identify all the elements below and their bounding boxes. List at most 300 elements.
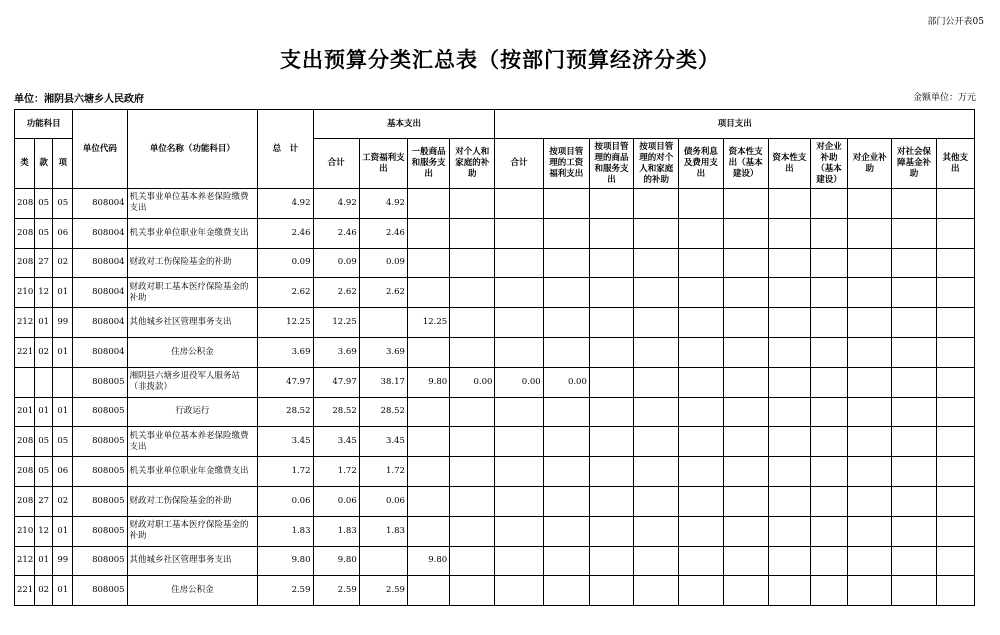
project-wage-cell bbox=[543, 516, 589, 546]
project-other-cell bbox=[936, 248, 974, 278]
header-basic-wage: 工资福利支出 bbox=[359, 139, 407, 189]
basic-goods-cell bbox=[407, 576, 449, 606]
table-row bbox=[15, 337, 975, 367]
basic-personal-cell bbox=[450, 427, 495, 457]
unit-code-cell: 808004 bbox=[73, 308, 127, 338]
header-unit-name: 单位名称（功能科目） bbox=[127, 110, 258, 189]
xiang-cell: 06 bbox=[53, 457, 73, 487]
basic-total-cell: 12.25 bbox=[313, 308, 359, 338]
basic-goods-cell bbox=[407, 189, 449, 219]
project-enterprise-basic-cell bbox=[810, 516, 847, 546]
corner-label: 部门公开表05 bbox=[927, 17, 984, 27]
project-social-cell bbox=[892, 397, 936, 427]
kuan-cell bbox=[35, 367, 53, 397]
basic-personal-cell bbox=[450, 397, 495, 427]
project-capital-basic-cell bbox=[723, 457, 768, 487]
project-enterprise-basic-cell bbox=[810, 576, 847, 606]
project-other-cell bbox=[936, 516, 974, 546]
kuan-cell: 27 bbox=[35, 248, 53, 278]
project-total-cell bbox=[495, 546, 543, 576]
xiang-cell: 05 bbox=[53, 427, 73, 457]
project-enterprise-cell bbox=[848, 427, 892, 457]
lei-cell: 221 bbox=[15, 576, 35, 606]
project-wage-cell bbox=[543, 248, 589, 278]
basic-goods-cell bbox=[407, 278, 449, 308]
project-goods-cell bbox=[589, 457, 633, 487]
project-personal-cell bbox=[634, 278, 679, 308]
project-enterprise-cell bbox=[848, 486, 892, 516]
header-project-capital: 资本性支出 bbox=[768, 139, 810, 189]
header-project-other: 其他支出 bbox=[936, 139, 974, 189]
header-xiang: 项 bbox=[53, 139, 73, 189]
project-enterprise-basic-cell bbox=[810, 308, 847, 338]
project-total-cell bbox=[495, 278, 543, 308]
table-row bbox=[15, 218, 975, 248]
project-debt-cell bbox=[679, 278, 723, 308]
project-debt-cell bbox=[679, 516, 723, 546]
project-enterprise-cell bbox=[848, 337, 892, 367]
basic-total-cell: 3.69 bbox=[313, 337, 359, 367]
project-other-cell bbox=[936, 486, 974, 516]
project-other-cell bbox=[936, 278, 974, 308]
table-row bbox=[15, 457, 975, 487]
project-personal-cell bbox=[634, 248, 679, 278]
project-capital-basic-cell bbox=[723, 189, 768, 219]
table-row bbox=[15, 546, 975, 576]
basic-wage-cell: 4.92 bbox=[359, 189, 407, 219]
project-goods-cell bbox=[589, 278, 633, 308]
project-enterprise-basic-cell bbox=[810, 248, 847, 278]
project-debt-cell bbox=[679, 486, 723, 516]
basic-goods-cell bbox=[407, 427, 449, 457]
project-debt-cell bbox=[679, 427, 723, 457]
basic-total-cell: 2.62 bbox=[313, 278, 359, 308]
project-personal-cell bbox=[634, 218, 679, 248]
project-personal-cell bbox=[634, 427, 679, 457]
total-cell: 1.72 bbox=[258, 457, 313, 487]
kuan-cell: 02 bbox=[35, 337, 53, 367]
project-goods-cell bbox=[589, 189, 633, 219]
basic-wage-cell: 1.83 bbox=[359, 516, 407, 546]
unit-name-cell: 财政对工伤保险基金的补助 bbox=[127, 248, 258, 278]
kuan-cell: 05 bbox=[35, 457, 53, 487]
xiang-cell: 01 bbox=[53, 337, 73, 367]
project-capital-cell bbox=[768, 189, 810, 219]
basic-total-cell: 1.72 bbox=[313, 457, 359, 487]
project-total-cell bbox=[495, 486, 543, 516]
project-total-cell bbox=[495, 427, 543, 457]
xiang-cell: 05 bbox=[53, 189, 73, 219]
xiang-cell: 99 bbox=[53, 546, 73, 576]
kuan-cell: 05 bbox=[35, 427, 53, 457]
basic-personal-cell bbox=[450, 337, 495, 367]
project-social-cell bbox=[892, 486, 936, 516]
project-social-cell bbox=[892, 427, 936, 457]
project-other-cell bbox=[936, 457, 974, 487]
header-project-social: 对社会保障基金补助 bbox=[892, 139, 936, 189]
project-enterprise-basic-cell bbox=[810, 457, 847, 487]
project-other-cell bbox=[936, 397, 974, 427]
project-enterprise-cell bbox=[848, 457, 892, 487]
project-debt-cell bbox=[679, 397, 723, 427]
project-social-cell bbox=[892, 516, 936, 546]
lei-cell: 210 bbox=[15, 516, 35, 546]
project-capital-cell bbox=[768, 397, 810, 427]
table-row bbox=[15, 486, 975, 516]
project-enterprise-cell bbox=[848, 189, 892, 219]
project-social-cell bbox=[892, 546, 936, 576]
basic-wage-cell bbox=[359, 308, 407, 338]
basic-wage-cell bbox=[359, 546, 407, 576]
project-debt-cell bbox=[679, 367, 723, 397]
project-wage-cell bbox=[543, 278, 589, 308]
header-basic-total: 合计 bbox=[313, 139, 359, 189]
project-debt-cell bbox=[679, 457, 723, 487]
unit-name-cell: 住房公积金 bbox=[127, 337, 258, 367]
project-capital-basic-cell bbox=[723, 397, 768, 427]
project-enterprise-cell bbox=[848, 367, 892, 397]
basic-wage-cell: 2.46 bbox=[359, 218, 407, 248]
budget-table bbox=[14, 109, 975, 606]
basic-total-cell: 1.83 bbox=[313, 516, 359, 546]
basic-total-cell: 2.59 bbox=[313, 576, 359, 606]
total-cell: 0.06 bbox=[258, 486, 313, 516]
xiang-cell: 02 bbox=[53, 486, 73, 516]
total-cell: 28.52 bbox=[258, 397, 313, 427]
basic-wage-cell: 0.06 bbox=[359, 486, 407, 516]
project-total-cell bbox=[495, 516, 543, 546]
project-personal-cell bbox=[634, 457, 679, 487]
project-enterprise-basic-cell bbox=[810, 337, 847, 367]
xiang-cell: 99 bbox=[53, 308, 73, 338]
project-other-cell bbox=[936, 427, 974, 457]
project-capital-basic-cell bbox=[723, 308, 768, 338]
header-lei: 类 bbox=[15, 139, 35, 189]
project-capital-basic-cell bbox=[723, 546, 768, 576]
unit-label: 单位：湘阴县六塘乡人民政府 bbox=[14, 94, 144, 105]
kuan-cell: 12 bbox=[35, 516, 53, 546]
xiang-cell: 01 bbox=[53, 278, 73, 308]
project-wage-cell bbox=[543, 457, 589, 487]
table-body bbox=[15, 189, 975, 606]
unit-code-cell: 808005 bbox=[73, 457, 127, 487]
total-cell: 9.80 bbox=[258, 546, 313, 576]
project-capital-cell bbox=[768, 248, 810, 278]
project-wage-cell bbox=[543, 546, 589, 576]
basic-wage-cell: 28.52 bbox=[359, 397, 407, 427]
basic-goods-cell bbox=[407, 218, 449, 248]
total-cell: 0.09 bbox=[258, 248, 313, 278]
xiang-cell: 01 bbox=[53, 516, 73, 546]
project-capital-cell bbox=[768, 457, 810, 487]
project-goods-cell bbox=[589, 486, 633, 516]
project-social-cell bbox=[892, 278, 936, 308]
lei-cell: 208 bbox=[15, 427, 35, 457]
total-cell: 1.83 bbox=[258, 516, 313, 546]
project-capital-basic-cell bbox=[723, 427, 768, 457]
project-debt-cell bbox=[679, 546, 723, 576]
project-enterprise-basic-cell bbox=[810, 427, 847, 457]
basic-total-cell: 0.09 bbox=[313, 248, 359, 278]
lei-cell: 208 bbox=[15, 248, 35, 278]
xiang-cell: 06 bbox=[53, 218, 73, 248]
basic-goods-cell bbox=[407, 397, 449, 427]
project-goods-cell bbox=[589, 218, 633, 248]
basic-personal-cell bbox=[450, 457, 495, 487]
lei-cell: 212 bbox=[15, 308, 35, 338]
unit-code-cell: 808005 bbox=[73, 516, 127, 546]
header-project-debt: 债务利息及费用支出 bbox=[679, 139, 723, 189]
project-goods-cell bbox=[589, 516, 633, 546]
project-debt-cell bbox=[679, 189, 723, 219]
project-personal-cell bbox=[634, 367, 679, 397]
project-enterprise-cell bbox=[848, 397, 892, 427]
project-enterprise-basic-cell bbox=[810, 397, 847, 427]
project-capital-basic-cell bbox=[723, 248, 768, 278]
project-capital-basic-cell bbox=[723, 486, 768, 516]
kuan-cell: 27 bbox=[35, 486, 53, 516]
project-social-cell bbox=[892, 576, 936, 606]
header-basic: 基本支出 bbox=[313, 110, 495, 139]
basic-wage-cell: 38.17 bbox=[359, 367, 407, 397]
project-total-cell bbox=[495, 397, 543, 427]
header-project-enterprise: 对企业补助 bbox=[848, 139, 892, 189]
project-personal-cell bbox=[634, 189, 679, 219]
table-row bbox=[15, 278, 975, 308]
basic-wage-cell: 2.62 bbox=[359, 278, 407, 308]
unit-name-cell: 财政对职工基本医疗保险基金的补助 bbox=[127, 516, 258, 546]
basic-wage-cell: 1.72 bbox=[359, 457, 407, 487]
project-personal-cell bbox=[634, 397, 679, 427]
project-goods-cell bbox=[589, 397, 633, 427]
table-row bbox=[15, 248, 975, 278]
basic-personal-cell bbox=[450, 278, 495, 308]
project-other-cell bbox=[936, 189, 974, 219]
unit-code-cell: 808004 bbox=[73, 248, 127, 278]
basic-total-cell: 0.06 bbox=[313, 486, 359, 516]
basic-personal-cell bbox=[450, 218, 495, 248]
project-debt-cell bbox=[679, 337, 723, 367]
total-cell: 2.59 bbox=[258, 576, 313, 606]
project-capital-cell bbox=[768, 278, 810, 308]
project-capital-cell bbox=[768, 218, 810, 248]
project-total-cell bbox=[495, 457, 543, 487]
total-cell: 12.25 bbox=[258, 308, 313, 338]
header-project-capital-basic: 资本性支出（基本建设） bbox=[723, 139, 768, 189]
unit-code-cell: 808005 bbox=[73, 546, 127, 576]
table-row bbox=[15, 516, 975, 546]
project-social-cell bbox=[892, 308, 936, 338]
lei-cell bbox=[15, 367, 35, 397]
header-project: 项目支出 bbox=[495, 110, 975, 139]
project-enterprise-cell bbox=[848, 546, 892, 576]
basic-personal-cell bbox=[450, 546, 495, 576]
project-total-cell bbox=[495, 576, 543, 606]
basic-total-cell: 3.45 bbox=[313, 427, 359, 457]
header-unit-code: 单位代码 bbox=[73, 110, 127, 189]
project-wage-cell bbox=[543, 337, 589, 367]
total-cell: 3.45 bbox=[258, 427, 313, 457]
project-social-cell bbox=[892, 457, 936, 487]
project-debt-cell bbox=[679, 218, 723, 248]
project-personal-cell bbox=[634, 546, 679, 576]
page-title: 支出预算分类汇总表（按部门预算经济分类） bbox=[280, 47, 720, 72]
project-wage-cell bbox=[543, 486, 589, 516]
project-wage-cell bbox=[543, 218, 589, 248]
unit-name-cell: 机关事业单位职业年金缴费支出 bbox=[127, 457, 258, 487]
unit-code-cell: 808004 bbox=[73, 337, 127, 367]
project-social-cell bbox=[892, 218, 936, 248]
basic-total-cell: 9.80 bbox=[313, 546, 359, 576]
basic-personal-cell bbox=[450, 189, 495, 219]
table-row bbox=[15, 427, 975, 457]
project-capital-cell bbox=[768, 367, 810, 397]
project-goods-cell bbox=[589, 546, 633, 576]
basic-personal-cell bbox=[450, 486, 495, 516]
basic-wage-cell: 3.45 bbox=[359, 427, 407, 457]
basic-total-cell: 28.52 bbox=[313, 397, 359, 427]
total-cell: 2.46 bbox=[258, 218, 313, 248]
basic-total-cell: 4.92 bbox=[313, 189, 359, 219]
project-social-cell bbox=[892, 248, 936, 278]
header-basic-goods: 一般商品和服务支出 bbox=[407, 139, 449, 189]
project-personal-cell bbox=[634, 516, 679, 546]
basic-wage-cell: 2.59 bbox=[359, 576, 407, 606]
project-other-cell bbox=[936, 218, 974, 248]
project-enterprise-basic-cell bbox=[810, 218, 847, 248]
project-enterprise-basic-cell bbox=[810, 367, 847, 397]
project-wage-cell bbox=[543, 427, 589, 457]
project-wage-cell bbox=[543, 308, 589, 338]
header-basic-personal: 对个人和家庭的补助 bbox=[450, 139, 495, 189]
project-total-cell: 0.00 bbox=[495, 367, 543, 397]
project-enterprise-cell bbox=[848, 516, 892, 546]
unit-name-cell: 湘阴县六塘乡退役军人服务站（非拨款） bbox=[127, 367, 258, 397]
project-total-cell bbox=[495, 248, 543, 278]
project-debt-cell bbox=[679, 308, 723, 338]
basic-goods-cell bbox=[407, 486, 449, 516]
unit-name-cell: 行政运行 bbox=[127, 397, 258, 427]
header-project-personal: 按项目管理的对个人和家庭的补助 bbox=[634, 139, 679, 189]
project-capital-cell bbox=[768, 308, 810, 338]
basic-personal-cell: 0.00 bbox=[450, 367, 495, 397]
unit-name-cell: 机关事业单位基本养老保险缴费支出 bbox=[127, 427, 258, 457]
amount-unit-label: 金额单位：万元 bbox=[912, 93, 976, 103]
kuan-cell: 02 bbox=[35, 576, 53, 606]
project-personal-cell bbox=[634, 486, 679, 516]
project-capital-basic-cell bbox=[723, 516, 768, 546]
unit-code-cell: 808005 bbox=[73, 576, 127, 606]
unit-name-cell: 财政对工伤保险基金的补助 bbox=[127, 486, 258, 516]
project-debt-cell bbox=[679, 576, 723, 606]
header-project-total: 合计 bbox=[495, 139, 543, 189]
basic-goods-cell bbox=[407, 457, 449, 487]
project-capital-basic-cell bbox=[723, 218, 768, 248]
basic-goods-cell: 9.80 bbox=[407, 546, 449, 576]
project-wage-cell: 0.00 bbox=[543, 367, 589, 397]
table-row bbox=[15, 308, 975, 338]
table-row bbox=[15, 189, 975, 219]
project-wage-cell bbox=[543, 576, 589, 606]
unit-name-cell: 财政对职工基本医疗保险基金的补助 bbox=[127, 278, 258, 308]
kuan-cell: 12 bbox=[35, 278, 53, 308]
project-capital-cell bbox=[768, 427, 810, 457]
project-enterprise-basic-cell bbox=[810, 278, 847, 308]
project-social-cell bbox=[892, 337, 936, 367]
project-goods-cell bbox=[589, 576, 633, 606]
project-capital-basic-cell bbox=[723, 337, 768, 367]
kuan-cell: 01 bbox=[35, 308, 53, 338]
project-total-cell bbox=[495, 218, 543, 248]
project-enterprise-cell bbox=[848, 308, 892, 338]
project-capital-cell bbox=[768, 486, 810, 516]
project-goods-cell bbox=[589, 367, 633, 397]
header-total: 总 计 bbox=[258, 110, 313, 189]
project-social-cell bbox=[892, 189, 936, 219]
project-enterprise-basic-cell bbox=[810, 486, 847, 516]
basic-personal-cell bbox=[450, 576, 495, 606]
project-personal-cell bbox=[634, 576, 679, 606]
project-other-cell bbox=[936, 367, 974, 397]
project-personal-cell bbox=[634, 308, 679, 338]
project-goods-cell bbox=[589, 427, 633, 457]
project-enterprise-cell bbox=[848, 576, 892, 606]
unit-name-cell: 其他城乡社区管理事务支出 bbox=[127, 308, 258, 338]
table-row bbox=[15, 397, 975, 427]
header-kuan: 款 bbox=[35, 139, 53, 189]
project-goods-cell bbox=[589, 308, 633, 338]
total-cell: 47.97 bbox=[258, 367, 313, 397]
total-cell: 4.92 bbox=[258, 189, 313, 219]
unit-code-cell: 808005 bbox=[73, 486, 127, 516]
total-cell: 2.62 bbox=[258, 278, 313, 308]
unit-code-cell: 808005 bbox=[73, 367, 127, 397]
kuan-cell: 01 bbox=[35, 546, 53, 576]
project-capital-basic-cell bbox=[723, 367, 768, 397]
lei-cell: 208 bbox=[15, 218, 35, 248]
table-row bbox=[15, 576, 975, 606]
header-project-goods: 按项目管理的商品和服务支出 bbox=[589, 139, 633, 189]
project-total-cell bbox=[495, 189, 543, 219]
lei-cell: 201 bbox=[15, 397, 35, 427]
project-total-cell bbox=[495, 337, 543, 367]
xiang-cell bbox=[53, 367, 73, 397]
basic-personal-cell bbox=[450, 248, 495, 278]
unit-name-cell: 其他城乡社区管理事务支出 bbox=[127, 546, 258, 576]
kuan-cell: 01 bbox=[35, 397, 53, 427]
basic-personal-cell bbox=[450, 516, 495, 546]
unit-code-cell: 808004 bbox=[73, 278, 127, 308]
basic-goods-cell bbox=[407, 248, 449, 278]
lei-cell: 208 bbox=[15, 189, 35, 219]
project-capital-cell bbox=[768, 576, 810, 606]
basic-total-cell: 47.97 bbox=[313, 367, 359, 397]
basic-goods-cell bbox=[407, 516, 449, 546]
project-other-cell bbox=[936, 576, 974, 606]
lei-cell: 212 bbox=[15, 546, 35, 576]
project-capital-basic-cell bbox=[723, 576, 768, 606]
basic-goods-cell bbox=[407, 337, 449, 367]
unit-code-cell: 808005 bbox=[73, 427, 127, 457]
basic-goods-cell: 12.25 bbox=[407, 308, 449, 338]
kuan-cell: 05 bbox=[35, 218, 53, 248]
basic-goods-cell: 9.80 bbox=[407, 367, 449, 397]
project-enterprise-cell bbox=[848, 218, 892, 248]
lei-cell: 208 bbox=[15, 486, 35, 516]
unit-name-cell: 机关事业单位职业年金缴费支出 bbox=[127, 218, 258, 248]
project-other-cell bbox=[936, 308, 974, 338]
project-other-cell bbox=[936, 337, 974, 367]
